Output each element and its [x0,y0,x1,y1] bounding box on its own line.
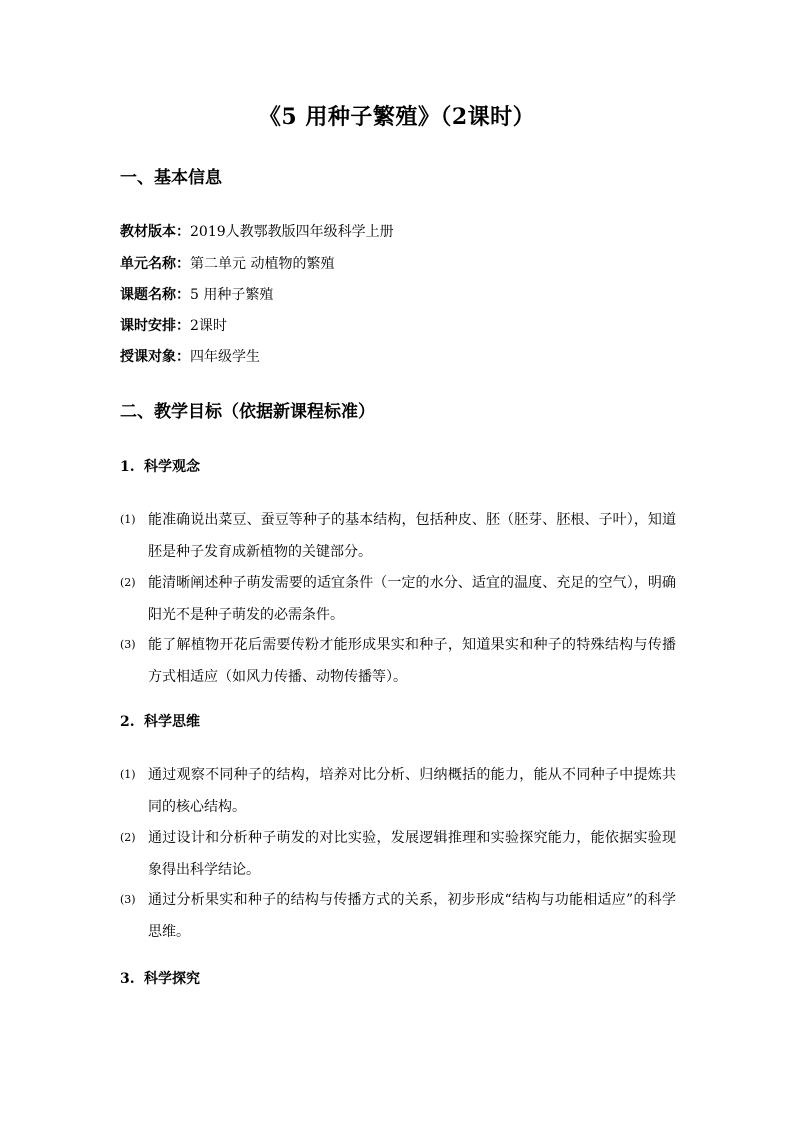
info-row-textbook [120,221,394,243]
list-item [120,759,680,823]
info-key: 课时安排： [120,318,190,334]
subheading-science-inquiry [120,968,200,990]
info-key: 教材版本： [120,224,190,240]
subheading-label: 科学观念 [144,459,200,475]
subheading-number: 3. [120,971,135,987]
list-item-text: 能准确说出菜豆、蚕豆等种子的基本结构，包括种皮、胚（胚芽、胚根、子叶），知道胚是种子发育成新植物的关键部分。 [148,512,676,560]
subheading-number: 2. [120,714,135,730]
section-heading-objectives: 二、教学目标（依据新课程标准） [120,402,375,422]
list-item-number: (1) [120,513,136,526]
info-row-unit [120,253,334,275]
subheading-science-concept [120,456,200,478]
info-row-hours [120,315,227,337]
subheading-science-thinking [120,711,200,733]
list-item-number: (1) [120,768,136,781]
list-item [120,884,680,948]
list-item-text: 通过分析果实和种子的结构与传播方式的关系，初步形成“结构与功能相适应”的科学思维。 [148,892,676,940]
list-item [120,822,680,886]
subheading-number: 1. [120,459,135,475]
info-row-audience [120,346,260,368]
info-key: 课题名称： [120,287,190,303]
list-item [120,567,680,631]
list-item [120,629,680,693]
info-key: 单元名称： [120,256,190,272]
info-key: 授课对象： [120,349,190,365]
list-item-number: (2) [120,576,136,589]
info-value: 第二单元 动植物的繁殖 [190,256,335,272]
list-item-text: 能了解植物开花后需要传粉才能形成果实和种子，知道果实和种子的特殊结构与传播方式相适应（如风力传播、动物传播等）。 [148,637,676,685]
list-item-number: (2) [120,831,136,844]
list-item-number: (3) [120,638,136,651]
list-item-text: 通过观察不同种子的结构，培养对比分析、归纳概括的能力，能从不同种子中提炼共同的核心结构。 [148,767,676,815]
list-item-text: 能清晰阐述种子萌发需要的适宜条件（一定的水分、适宜的温度、充足的空气），明确阳光不是种子萌发的必需条件。 [148,575,676,623]
info-row-topic [120,284,273,306]
subheading-label: 科学思维 [144,714,200,730]
section-heading-basic-info: 一、基本信息 [120,168,222,188]
subheading-label: 科学探究 [144,971,200,987]
info-value: 四年级学生 [190,349,260,365]
info-value: 5 用种子繁殖 [190,287,274,303]
info-value: 2019人教鄂教版四年级科学上册 [190,224,394,240]
document-title: 《5 用种子繁殖》（2课时） [258,104,536,130]
info-value: 2课时 [190,318,227,334]
list-item-number: (3) [120,893,136,906]
list-item-text: 通过设计和分析种子萌发的对比实验，发展逻辑推理和实验探究能力，能依据实验现象得出科学结论。 [148,830,676,878]
list-item [120,504,680,568]
